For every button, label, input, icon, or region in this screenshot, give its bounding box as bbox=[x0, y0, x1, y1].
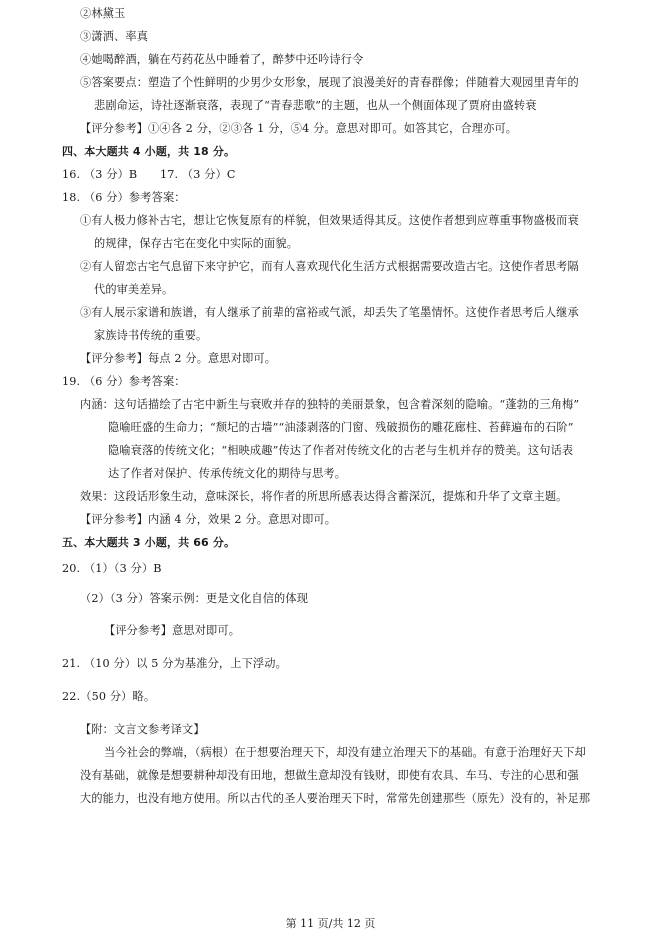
answer-line: ③有人展示家谱和族谱，有人继承了前辈的富裕或气派，却丢失了笔墨情怀。这使作者思考后人继承 bbox=[80, 306, 579, 319]
answer-line: 内涵：这句话描绘了古宅中新生与衰败并存的独特的美丽景象，包含着深刻的隐喻。“蓬勃的三角梅” bbox=[80, 398, 580, 411]
answer-line: ①有人极力修补古宅，想让它恢复原有的样貌，但效果适得其反。这使作者想到应尊重事物盛极而衰 bbox=[80, 214, 579, 227]
scoring-note: 【评分参考】每点 2 分。意思对即可。 bbox=[80, 352, 277, 365]
translation-line: 大的能力，也没有地方使用。所以古代的圣人要治理天下时，常常先创建那些（原先）没有的，补足那 bbox=[80, 792, 591, 805]
translation-line: 没有基础，就像是想要耕种却没有田地，想做生意却没有钱财，即使有农具、车马、专注的心思和强 bbox=[80, 769, 579, 782]
answer-line: ⑤答案要点：塑造了个性鲜明的少男少女形象，展现了浪漫美好的青春群像；伴随着大观园里青年的 bbox=[80, 76, 579, 89]
answer-line: （2）（3 分）答案示例：更是文化自信的体现 bbox=[80, 592, 309, 605]
question-heading: 18. （6 分）参考答案： bbox=[62, 191, 186, 204]
answer-line: ③潇洒、率真 bbox=[80, 30, 149, 43]
question-heading: 19. （6 分）参考答案： bbox=[62, 375, 186, 388]
page-number: 第 11 页/共 12 页 bbox=[285, 917, 376, 930]
section-heading: 四、本大题共 4 小题，共 18 分。 bbox=[62, 145, 236, 158]
answer-line: 代的审美差异。 bbox=[94, 283, 174, 296]
scoring-note: 【评分参考】①④各 2 分，②③各 1 分，⑤4 分。意思对即可。如答其它，合理亦可。 bbox=[80, 122, 518, 135]
answer-line: ④她喝醉酒，躺在芍药花丛中睡着了，醉梦中还吟诗行令 bbox=[80, 53, 364, 66]
answer-line: 隐喻衰落的传统文化；“相映成趣”传达了作者对传统文化的古老与生机并存的赞美。这句话表 bbox=[108, 444, 574, 457]
answer-line: 隐喻旺盛的生命力；“颓圮的古墙”“油漆剥落的门窗、残破损伤的雕花廊柱、苔藓遍布的石阶” bbox=[108, 421, 574, 434]
answer-line: 达了作者对保护、传承传统文化的期待与思考。 bbox=[108, 467, 347, 480]
answer-line: 效果：这段话形象生动，意味深长，将作者的所思所感表达得含蓄深沉，提炼和升华了文章主题。 bbox=[80, 490, 568, 503]
answer-line: 22.（50 分）略。 bbox=[62, 690, 156, 703]
appendix-heading: 【附：文言文参考译文】 bbox=[80, 723, 205, 736]
answer-line: 的规律，保存古宅在变化中实际的面貌。 bbox=[94, 237, 299, 250]
answer-line: 悲剧命运，诗社逐渐衰落，表现了“青春悲歌”的主题，也从一个侧面体现了贾府由盛转衰 bbox=[94, 99, 537, 112]
answer-line: 21. （10 分）以 5 分为基准分，上下浮动。 bbox=[62, 657, 287, 670]
answer-line: 16. （3 分）B 17. （3 分）C bbox=[62, 168, 236, 181]
answer-line: 家族诗书传统的重要。 bbox=[94, 329, 208, 342]
scoring-note: 【评分参考】意思对即可。 bbox=[104, 624, 241, 637]
translation-line: 当今社会的弊端，（病根）在于想要治理天下，却没有建立治理天下的基础。有意于治理好天下却 bbox=[104, 746, 586, 759]
answer-line: ②有人留恋古宅气息留下来守护它，而有人喜欢现代化生活方式根据需要改造古宅。这使作者思考隔 bbox=[80, 260, 579, 273]
section-heading: 五、本大题共 3 小题，共 66 分。 bbox=[62, 536, 236, 549]
answer-line: ②林黛玉 bbox=[80, 7, 126, 20]
answer-line: 20. （1）（3 分）B bbox=[62, 562, 162, 575]
scoring-note: 【评分参考】内涵 4 分，效果 2 分。意思对即可。 bbox=[80, 513, 337, 526]
